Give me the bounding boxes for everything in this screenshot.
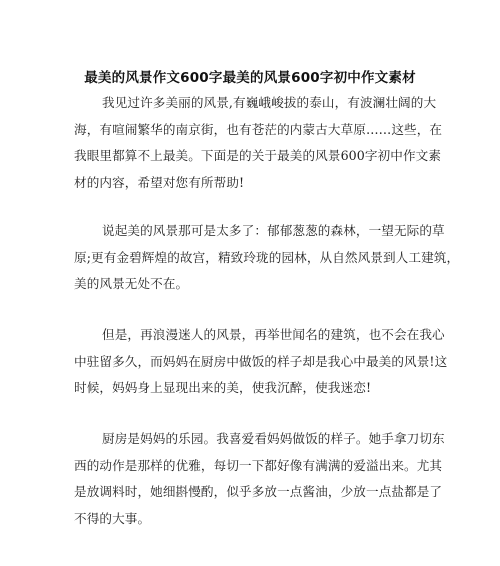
paragraph-line: 不得的大事。 xyxy=(74,510,151,526)
paragraph-line: 说起美的风景那可是太多了：郁郁葱葱的森林，一望无际的草 xyxy=(102,223,445,238)
paragraph-line: 我眼里都算不上最美。下面是的关于最美的风景600字初中作文素 xyxy=(74,148,442,163)
paragraph-line: 材的内容，希望对您有所帮助! xyxy=(74,174,245,190)
paragraph-3 xyxy=(74,322,448,402)
paragraph-line: 原;更有金碧辉煌的故宫，精致玲珑的园林，从自然风景到人工建筑， xyxy=(74,249,460,265)
document-title: 最美的风景作文600字最美的风景600字初中作文素材 xyxy=(84,70,416,86)
paragraph-line: 中驻留多久，而妈妈在厨房中做饭的样子却是我心中最美的风景!这 xyxy=(74,353,448,369)
paragraph-line: 西的动作是那样的优雅，每切一下都好像有满满的爱溢出来。尤其 xyxy=(74,457,443,473)
paragraph-line: 海，有喧闹繁华的南京街，也有苍茫的内蒙古大草原……这些，在 xyxy=(74,121,443,137)
paragraph-line: 是放调料时，她细斟慢酌，似乎多放一点酱油，少放一点盐都是了 xyxy=(74,484,443,499)
paragraph-line: 厨房是妈妈的乐园。我喜爱看妈妈做饭的样子。她手拿刀切东 xyxy=(102,431,445,446)
paragraph-1 xyxy=(74,90,443,196)
paragraph-line: 时候，妈妈身上显现出来的美，使我沉醉，使我迷恋! xyxy=(74,380,372,395)
paragraph-line: 但是，再浪漫迷人的风景，再举世闻名的建筑，也不会在我心 xyxy=(102,327,445,342)
paragraph-2 xyxy=(74,218,460,298)
paragraph-4 xyxy=(74,426,445,532)
paragraph-line: 我见过许多美丽的风景,有巍峨峻拔的泰山，有波澜壮阔的大 xyxy=(102,95,437,110)
paragraph-line: 美的风景无处不在。 xyxy=(74,276,189,291)
